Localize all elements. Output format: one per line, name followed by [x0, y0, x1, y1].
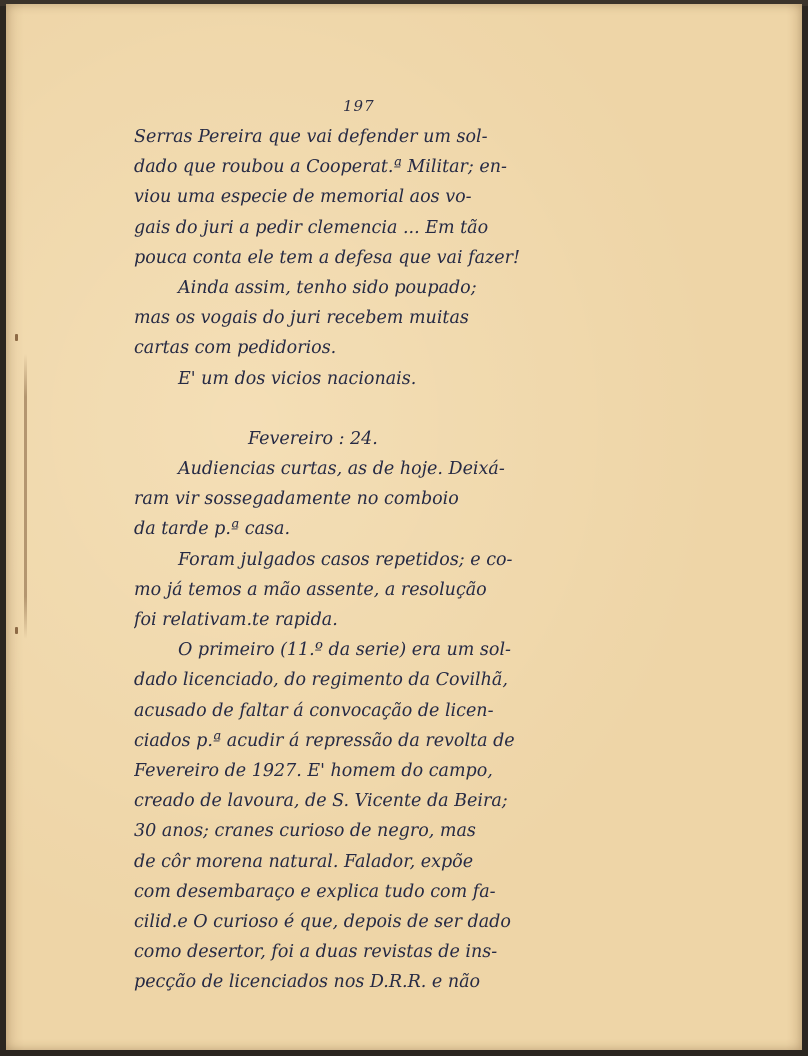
text-line: acusado de faltar á convocação de licen-: [134, 700, 494, 721]
text-line: viou uma especie de memorial aos vo-: [134, 187, 472, 208]
text-line: foi relativam.te rapida.: [134, 610, 338, 630]
text-line: Ainda assim, tenho sido poupado;: [178, 277, 477, 298]
text-line: pecção de licenciados nos D.R.R. e não: [134, 972, 481, 993]
text-line: Audiencias curtas, as de hoje. Deixá-: [178, 459, 505, 480]
text-line: creado de lavoura, de S. Vicente da Beira;: [134, 791, 508, 812]
text-line: mas os vogais do juri recebem muitas: [134, 308, 469, 329]
text-line: Serras Pereira que vai defender um sol-: [134, 127, 488, 147]
text-line: E' um dos vicios nacionais.: [178, 368, 417, 389]
text-line: cartas com pedidorios.: [134, 338, 337, 359]
binding-stitch-mark: [24, 354, 27, 639]
text-line: mo já temos a mão assente, a resolução: [134, 579, 487, 600]
text-line: dado que roubou a Cooperat.ª Militar; en-: [134, 157, 507, 178]
date-heading: Fevereiro : 24.: [248, 428, 378, 449]
text-line: Foram julgados casos repetidos; e co-: [178, 549, 513, 570]
blank-line: [134, 394, 614, 424]
text-line: ram vir sossegadamente no comboio: [134, 489, 459, 510]
text-line: de côr morena natural. Falador, expõe: [134, 851, 474, 872]
binding-hole-top: [15, 334, 18, 341]
handwritten-text: [134, 122, 614, 997]
text-line: ciados p.ª acudir á repressão da revolta de: [134, 730, 515, 751]
text-line: Fevereiro de 1927. E' homem do campo,: [134, 760, 493, 781]
text-line: como desertor, foi a duas revistas de ins-: [134, 942, 498, 963]
text-line: cilid.e O curioso é que, depois de ser dado: [134, 911, 511, 932]
manuscript-page: [6, 4, 802, 1050]
text-line: gais do juri a pedir clemencia ... Em tão: [134, 217, 489, 238]
page-number: 197: [343, 97, 375, 115]
binding-hole-bottom: [15, 627, 18, 634]
text-line: dado licenciado, do regimento da Covilhã,: [134, 670, 508, 691]
text-line: 30 anos; cranes curioso de negro, mas: [134, 821, 476, 842]
text-line: O primeiro (11.º da serie) era um sol-: [178, 640, 511, 661]
text-line: com desembaraço e explica tudo com fa-: [134, 881, 496, 902]
text-line: da tarde p.ª casa.: [134, 519, 291, 540]
text-line: pouca conta ele tem a defesa que vai fazer!: [134, 247, 520, 268]
